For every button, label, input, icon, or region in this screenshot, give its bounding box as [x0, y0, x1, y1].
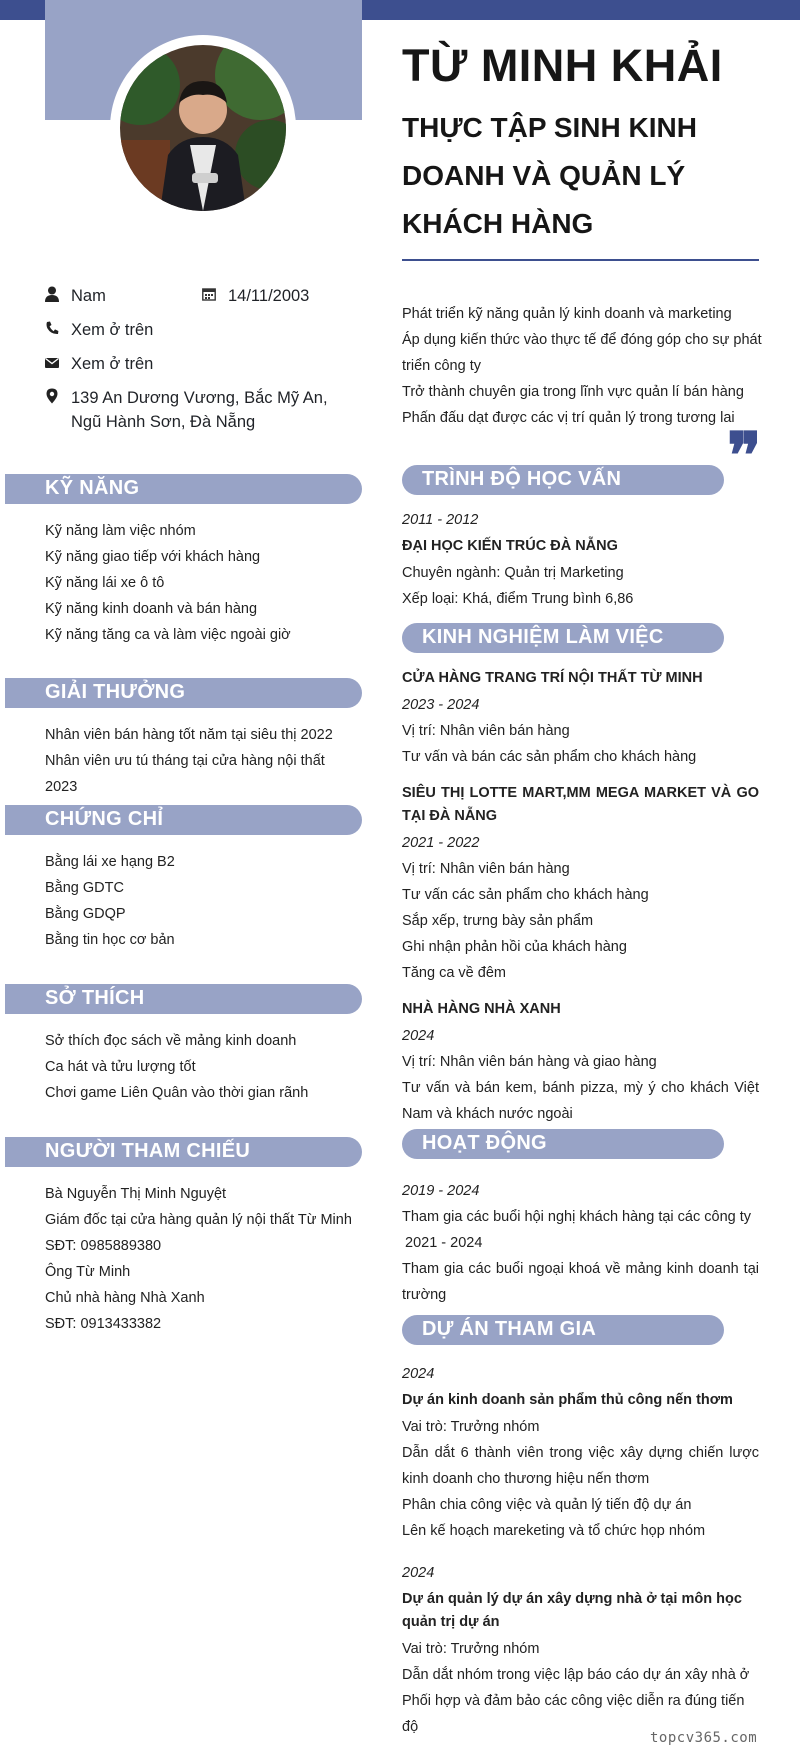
awards-heading: GIẢI THƯỞNG: [5, 678, 362, 708]
project-line: Phối hợp và đảm bảo các công việc diễn ra đúng tiến độ: [402, 1693, 745, 1735]
job-line: Vị trí: Nhân viên bán hàng: [402, 861, 570, 877]
title-divider: [402, 259, 759, 261]
profile-photo: [120, 45, 286, 211]
address-value: 139 An Dương Vương, Bắc Mỹ An, Ngũ Hành Sơn, Đà Nẵng: [71, 389, 328, 431]
education-major: Chuyên ngành: Quản trị Marketing: [402, 565, 624, 581]
objective-line: Trở thành chuyên gia trong lĩnh vực quản lí bán hàng: [402, 384, 744, 400]
gender-value: Nam: [71, 287, 106, 305]
phone-row: [45, 318, 153, 342]
candidate-name: TỪ MINH KHẢI: [402, 40, 723, 91]
email-row: [45, 352, 153, 376]
company-name: NHÀ HÀNG NHÀ XANH: [402, 1001, 561, 1017]
job-line: Tăng ca về đêm: [402, 965, 506, 981]
email-icon: [45, 354, 59, 370]
company-name: SIÊU THỊ LOTTE MART,MM MEGA MARKET VÀ GO TẠI ĐÀ NẴNG: [402, 785, 759, 824]
watermark: topcv365.com: [650, 1730, 758, 1746]
list-item: Kỹ năng làm việc nhóm: [45, 523, 196, 539]
job-period: 2023 - 2024: [402, 697, 480, 713]
project-line: Dẫn dắt 6 thành viên trong việc xây dựng chiến lược kinh doanh cho thương hiệu nến thơm: [402, 1445, 759, 1487]
list-item: Kỹ năng tăng ca và làm việc ngoài giờ: [45, 627, 291, 643]
objective-line: Phát triển kỹ năng quản lý kinh doanh và marketing: [402, 306, 732, 322]
list-item: Chơi game Liên Quân vào thời gian rãnh: [45, 1085, 309, 1101]
job-line: Vị trí: Nhân viên bán hàng và giao hàng: [402, 1054, 657, 1070]
list-item: SĐT: 0913433382: [45, 1316, 162, 1332]
avatar: [110, 35, 296, 221]
job-period: 2024: [402, 1028, 435, 1044]
list-item: Bằng GDQP: [45, 906, 126, 922]
hobbies-list: [45, 1028, 355, 1106]
calendar-icon: [202, 286, 216, 302]
list-item: Giám đốc tại cửa hàng quản lý nội thất Từ Minh: [45, 1212, 352, 1228]
awards-list: [45, 722, 355, 800]
list-item: Bằng lái xe hạng B2: [45, 854, 175, 870]
list-item: Ông Từ Minh: [45, 1264, 131, 1280]
activity-line: Tham gia các buổi hội nghị khách hàng tại các công ty: [402, 1209, 752, 1225]
birthday-row: [202, 284, 309, 308]
project-line: Lên kế hoạch mareketing và tổ chức họp nhóm: [402, 1523, 706, 1539]
user-icon: [45, 286, 59, 302]
phone-value: Xem ở trên: [71, 321, 154, 339]
references-heading: NGƯỜI THAM CHIẾU: [5, 1137, 362, 1167]
job-line: Tư vấn các sản phẩm cho khách hàng: [402, 887, 649, 903]
list-item: Ca hát và tửu lượng tốt: [45, 1059, 196, 1075]
experience-block: [402, 665, 759, 1127]
skills-heading: KỸ NĂNG: [5, 474, 362, 504]
activities-block: [402, 1178, 759, 1308]
list-item: SĐT: 0985889380: [45, 1238, 162, 1254]
project-line: Vai trò: Trưởng nhóm: [402, 1419, 540, 1435]
email-value: Xem ở trên: [71, 355, 154, 373]
project-period: 2024: [402, 1366, 435, 1382]
project-period: 2024: [402, 1565, 435, 1581]
experience-heading: KINH NGHIỆM LÀM VIỆC: [402, 623, 724, 653]
education-block: [402, 507, 759, 612]
list-item: Bằng GDTC: [45, 880, 124, 896]
gender-row: [45, 284, 106, 308]
list-item: Kỹ năng kinh doanh và bán hàng: [45, 601, 258, 617]
activities-heading: HOẠT ĐỘNG: [402, 1129, 724, 1159]
list-item: Kỹ năng lái xe ô tô: [45, 575, 165, 591]
skills-list: [45, 518, 355, 648]
quote-icon: ❞: [727, 419, 762, 494]
list-item: Sở thích đọc sách về mảng kinh doanh: [45, 1033, 297, 1049]
hobbies-heading: SỞ THÍCH: [5, 984, 362, 1014]
list-item: Chủ nhà hàng Nhà Xanh: [45, 1290, 205, 1306]
activity-line: Tham gia các buổi ngoại khoá về mảng kinh doanh tại trường: [402, 1261, 759, 1303]
list-item: Kỹ năng giao tiếp với khách hàng: [45, 549, 261, 565]
project-name: Dự án kinh doanh sản phẩm thủ công nến thơm: [402, 1392, 733, 1408]
project-line: Vai trò: Trưởng nhóm: [402, 1641, 540, 1657]
company-name: CỬA HÀNG TRANG TRÍ NỘI THẤT TỪ MINH: [402, 670, 703, 686]
objective-line: Áp dụng kiến thức vào thực tế để đóng góp cho sự phát triển công ty: [402, 332, 762, 374]
school-name: ĐẠI HỌC KIẾN TRÚC ĐÀ NẴNG: [402, 538, 618, 554]
education-heading: TRÌNH ĐỘ HỌC VẤN: [402, 465, 724, 495]
job-period: 2021 - 2022: [402, 835, 480, 851]
education-grade: Xếp loại: Khá, điểm Trung bình 6,86: [402, 591, 634, 607]
activity-period: 2019 - 2024: [402, 1183, 480, 1199]
certificates-heading: CHỨNG CHỈ: [5, 805, 362, 835]
job-line: Sắp xếp, trưng bày sản phẩm: [402, 913, 594, 929]
projects-heading: DỰ ÁN THAM GIA: [402, 1315, 724, 1345]
job-line: Ghi nhận phản hồi của khách hàng: [402, 939, 627, 955]
location-icon: [45, 388, 59, 404]
career-objective: [402, 301, 762, 431]
job-line: Tư vấn và bán các sản phẩm cho khách hàng: [402, 749, 697, 765]
references-list: [45, 1181, 355, 1337]
certificates-list: [45, 849, 355, 953]
list-item: Bằng tin học cơ bản: [45, 932, 175, 948]
birthday-value: 14/11/2003: [228, 287, 310, 305]
project-line: Dẫn dắt nhóm trong việc lập báo cáo dự án xây nhà ở: [402, 1667, 750, 1683]
phone-icon: [45, 320, 59, 336]
address-row: [45, 386, 355, 434]
education-period: 2011 - 2012: [402, 512, 479, 528]
list-item: Bà Nguyễn Thị Minh Nguyệt: [45, 1186, 227, 1202]
activity-period: 2021 - 2024: [405, 1235, 483, 1251]
objective-line: Phấn đấu dạt được các vị trí quản lý trong tương lai: [402, 410, 735, 426]
project-name: Dự án quản lý dự án xây dựng nhà ở tại môn học quản trị dự án: [402, 1591, 742, 1630]
job-position: THỰC TẬP SINH KINH DOANH VÀ QUẢN LÝ KHÁCH HÀNG: [402, 112, 697, 239]
list-item: Nhân viên ưu tú tháng tại cửa hàng nội thất 2023: [45, 753, 325, 795]
list-item: Nhân viên bán hàng tốt năm tại siêu thị 2022: [45, 727, 333, 743]
job-line: Tư vấn và bán kem, bánh pizza, mỳ ý cho khách Việt Nam và khách nước ngoài: [402, 1080, 759, 1122]
projects-block: [402, 1361, 759, 1740]
job-line: Vị trí: Nhân viên bán hàng: [402, 723, 570, 739]
project-line: Phân chia công việc và quản lý tiến độ dự án: [402, 1497, 692, 1513]
